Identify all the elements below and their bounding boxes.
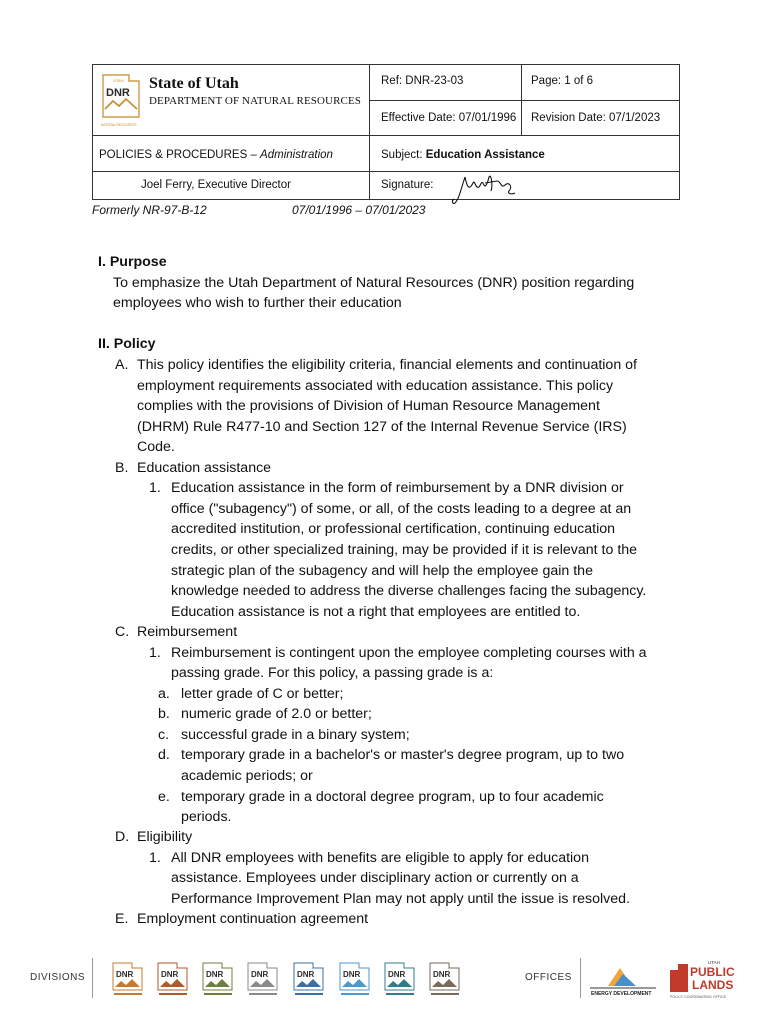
header-divider <box>93 135 679 136</box>
item-label: e. <box>158 789 170 805</box>
policies-prefix: POLICIES & PROCEDURES – <box>99 149 261 161</box>
item-label: 1. <box>149 480 161 496</box>
item-label: 1. <box>149 645 161 661</box>
divisions-label: DIVISIONS <box>30 972 86 983</box>
offices-label: OFFICES <box>525 972 572 983</box>
division-logo-icon <box>245 960 281 998</box>
division-logo-text: DNR <box>433 970 451 979</box>
grade-item: letter grade of C or better; <box>181 686 344 702</box>
item-label: A. <box>115 357 129 373</box>
division-logo-text: DNR <box>161 970 179 979</box>
policy-b1-line: knowledge needed to address the diverse challenges facing the subagency. <box>171 583 647 599</box>
org-title: State of Utah <box>149 75 239 92</box>
division-logo-icon <box>427 960 463 998</box>
policy-b1-line: credits, or other specialized training, may be provided if it is relevant to the <box>171 542 638 558</box>
division-logo-text: DNR <box>343 970 361 979</box>
policy-d1-line: Performance Improvement Plan may not apply until the issue is resolved. <box>171 891 630 907</box>
subject-label: Subject: <box>381 149 426 161</box>
policy-a-line: complies with the provisions of Division of Human Resource Management <box>137 398 600 414</box>
header-table <box>92 64 680 200</box>
formerly-code: Formerly NR-97-B-12 <box>92 203 207 217</box>
division-logo-text: DNR <box>297 970 315 979</box>
grade-item: periods. <box>181 809 232 825</box>
policy-a-line: This policy identifies the eligibility criteria, financial elements and continuation of <box>137 357 637 373</box>
purpose-line: To emphasize the Utah Department of Natural Resources (DNR) position regarding <box>113 275 635 291</box>
division-logo-icon <box>291 960 327 998</box>
policy-d1-line: assistance. Employees under disciplinary action or currently on a <box>171 870 579 886</box>
public-lands-main-1: PUBLIC <box>690 965 735 979</box>
subject <box>381 149 545 161</box>
division-logo-icon <box>110 960 146 998</box>
policies-category-value: Administration <box>260 149 333 161</box>
policy-b1-line: accredited institution, or professional certification, continuing education <box>171 521 616 537</box>
energy-development-logo-icon <box>588 958 658 998</box>
page-number: Page: 1 of 6 <box>531 75 594 87</box>
policy-e-title: Employment continuation agreement <box>137 911 369 927</box>
division-logo-text: DNR <box>388 970 406 979</box>
policy-a-line: (DHRM) Rule R477-10 and Section 127 of the Internal Revenue Service (IRS) <box>137 419 627 435</box>
division-logo-icon <box>337 960 373 998</box>
policy-b1-line: strategic plan of the subagency and will help the employee gain the <box>171 563 593 579</box>
header-divider <box>521 65 522 135</box>
item-label: E. <box>115 911 129 927</box>
grade-item: successful grade in a binary system; <box>181 727 410 743</box>
public-lands-logo-icon <box>668 956 744 1000</box>
footer-divider <box>92 958 93 998</box>
policy-a-line: employment requirements associated with education assistance. This policy <box>137 378 614 394</box>
policy-c1-line: passing grade. For this policy, a passing grade is a: <box>171 665 494 681</box>
header-divider <box>369 65 370 199</box>
policies-category <box>99 149 333 161</box>
division-logo-text: DNR <box>116 970 134 979</box>
item-label: C. <box>115 624 130 640</box>
energy-text: ENERGY DEVELOPMENT <box>591 991 652 997</box>
division-logo-icon <box>155 960 191 998</box>
item-label: a. <box>158 686 170 702</box>
org-dept: DEPARTMENT OF NATURAL RESOURCES <box>149 95 361 107</box>
header-divider <box>93 171 679 172</box>
item-label: b. <box>158 706 170 722</box>
director-name: Joel Ferry, Executive Director <box>141 179 291 191</box>
division-logo-text: DNR <box>251 970 269 979</box>
date-range: 07/01/1996 – 07/01/2023 <box>292 203 426 217</box>
item-label: c. <box>158 727 170 743</box>
revision-date: Revision Date: 07/1/2023 <box>531 112 661 124</box>
policy-b-title: Education assistance <box>137 460 272 476</box>
policy-heading: II. Policy <box>98 336 156 352</box>
public-lands-main-2: LANDS <box>692 978 734 992</box>
grade-item: temporary grade in a doctoral degree program, up to four academic <box>181 789 604 805</box>
ref-number: Ref: DNR-23-03 <box>381 75 464 87</box>
item-label: B. <box>115 460 129 476</box>
division-logo-icon <box>200 960 236 998</box>
logo-bottom-text: NATURAL RESOURCES <box>101 123 137 127</box>
signature-image <box>451 169 521 209</box>
purpose-line: employees who wish to further their education <box>113 295 402 311</box>
purpose-heading: I. Purpose <box>98 254 167 270</box>
policy-b1-line: Education assistance in the form of reimbursement by a DNR division or <box>171 480 624 496</box>
grade-item: temporary grade in a bachelor's or master's degree program, up to two <box>181 747 625 763</box>
item-label: d. <box>158 747 170 763</box>
subject-value: Education Assistance <box>425 149 545 161</box>
header-divider <box>369 100 679 101</box>
policy-b1-line: Education assistance is not a right that employees are entitled to. <box>171 604 581 620</box>
grade-item: academic periods; or <box>181 768 313 784</box>
effective-date: Effective Date: 07/01/1996 <box>381 112 517 124</box>
division-logo-icon <box>382 960 418 998</box>
policy-a-line: Code. <box>137 439 175 455</box>
footer-divider <box>580 958 581 998</box>
policy-c1-line: Reimbursement is contingent upon the employee completing courses with a <box>171 645 647 661</box>
policy-d-title: Eligibility <box>137 829 193 845</box>
item-label: D. <box>115 829 130 845</box>
item-label: 1. <box>149 850 161 866</box>
division-logo-text: DNR <box>206 970 224 979</box>
grade-item: numeric grade of 2.0 or better; <box>181 706 372 722</box>
logo-text: DNR <box>106 87 130 99</box>
logo-top-text: UTAH <box>113 78 124 83</box>
policy-d1-line: All DNR employees with benefits are eligible to apply for education <box>171 850 589 866</box>
policy-c-title: Reimbursement <box>137 624 238 640</box>
dnr-logo-icon <box>99 71 143 127</box>
public-lands-sub: POLICY COORDINATING OFFICE <box>670 995 726 999</box>
public-lands-top: UTAH <box>708 960 720 965</box>
signature-label: Signature: <box>381 179 434 191</box>
policy-b1-line: office ("subagency") of some, or all, of the costs leading to a degree at an <box>171 501 632 517</box>
